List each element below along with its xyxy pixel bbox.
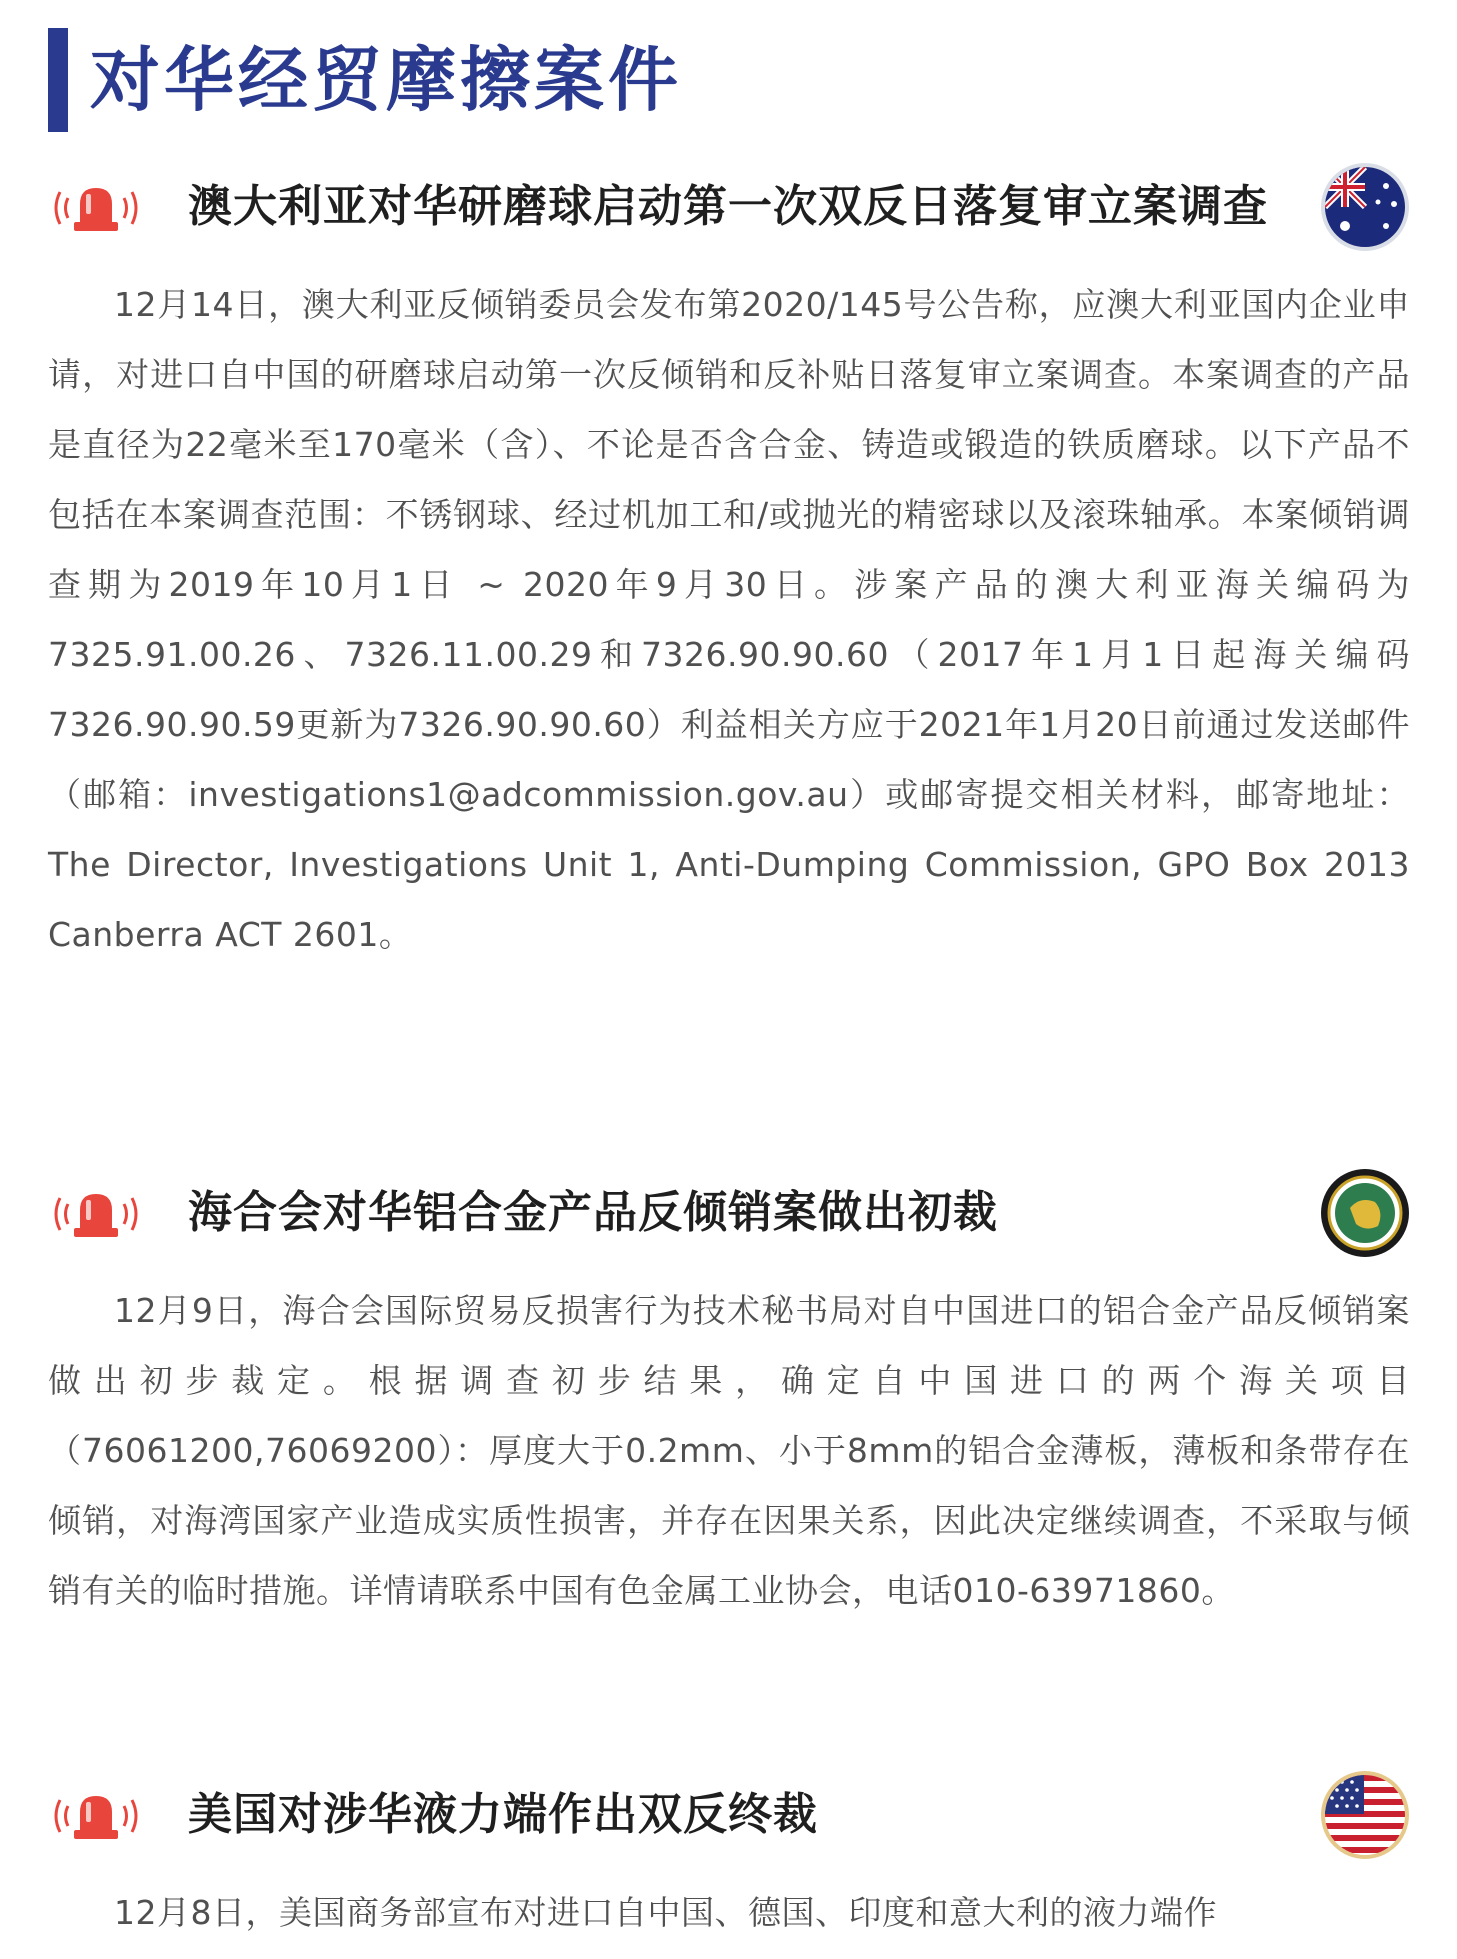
case-header <box>0 162 1457 262</box>
case-title: 美国对涉华液力端作出双反终裁 <box>188 1789 818 1840</box>
gcc-emblem-icon <box>1320 1168 1410 1258</box>
case-item <box>0 162 1457 954</box>
section-accent-bar <box>48 28 68 132</box>
case-body <box>48 270 1410 970</box>
case-item <box>0 1168 1457 1610</box>
alarm-icon <box>46 1184 146 1244</box>
alarm-icon <box>46 178 146 238</box>
case-header <box>0 1168 1457 1268</box>
section-title: 对华经贸摩擦案件 <box>90 39 682 121</box>
case-header <box>0 1770 1457 1870</box>
case-paragraph: 12月14日，澳大利亚反倾销委员会发布第2020/145号公告称，应澳大利亚国内企业申请，对进口自中国的研磨球启动第一次反倾销和反补贴日落复审立案调查。本案调查的产品是直径为22毫米至170毫米（含）、不论是否含合金、铸造或锻造的铁质磨球。以下产品不包括在本案调查范围：不锈钢球、经过机加工和/或抛光的精密球以及滚珠轴承。本案倾销调查期为2019年10月1日 ~ 2020年9月30日。涉案产品的澳大利亚海关编码为7325.91.00.26、7326.11.00.29和7326.90.90.60（2017年1月1日起海关编码7326.90.90.59更新为7326.90.90.60）利益相关方应于2021年1月20日前通过发送邮件（邮箱：investigations1@adcommission.gov.au）或邮寄提交相关材料，邮寄地址：The Director, Investigations Unit 1, Anti-Dumping Commission, GPO Box 2013 Canberra ACT 2601。 <box>48 285 1410 954</box>
case-title: 澳大利亚对华研磨球启动第一次双反日落复审立案调查 <box>188 181 1268 232</box>
usa-flag-icon <box>1320 1770 1410 1860</box>
alarm-icon <box>46 1786 146 1846</box>
case-title: 海合会对华铝合金产品反倾销案做出初裁 <box>188 1187 998 1238</box>
case-paragraph: 12月8日，美国商务部宣布对进口自中国、德国、印度和意大利的液力端作 <box>114 1893 1217 1932</box>
australia-flag-icon <box>1320 162 1410 252</box>
case-body <box>48 1276 1410 1626</box>
case-body <box>48 1878 1410 1948</box>
case-paragraph: 12月9日，海合会国际贸易反损害行为技术秘书局对自中国进口的铝合金产品反倾销案做出初步裁定。根据调查初步结果，确定自中国进口的两个海关项目（76061200,76069200）：厚度大于0.2mm、小于8mm的铝合金薄板，薄板和条带存在倾销，对海湾国家产业造成实质性损害，并存在因果关系，因此决定继续调查，不采取与倾销有关的临时措施。详情请联系中国有色金属工业协会，电话010-63971860。 <box>48 1291 1410 1610</box>
section-header <box>48 28 682 132</box>
case-item <box>0 1770 1457 1932</box>
